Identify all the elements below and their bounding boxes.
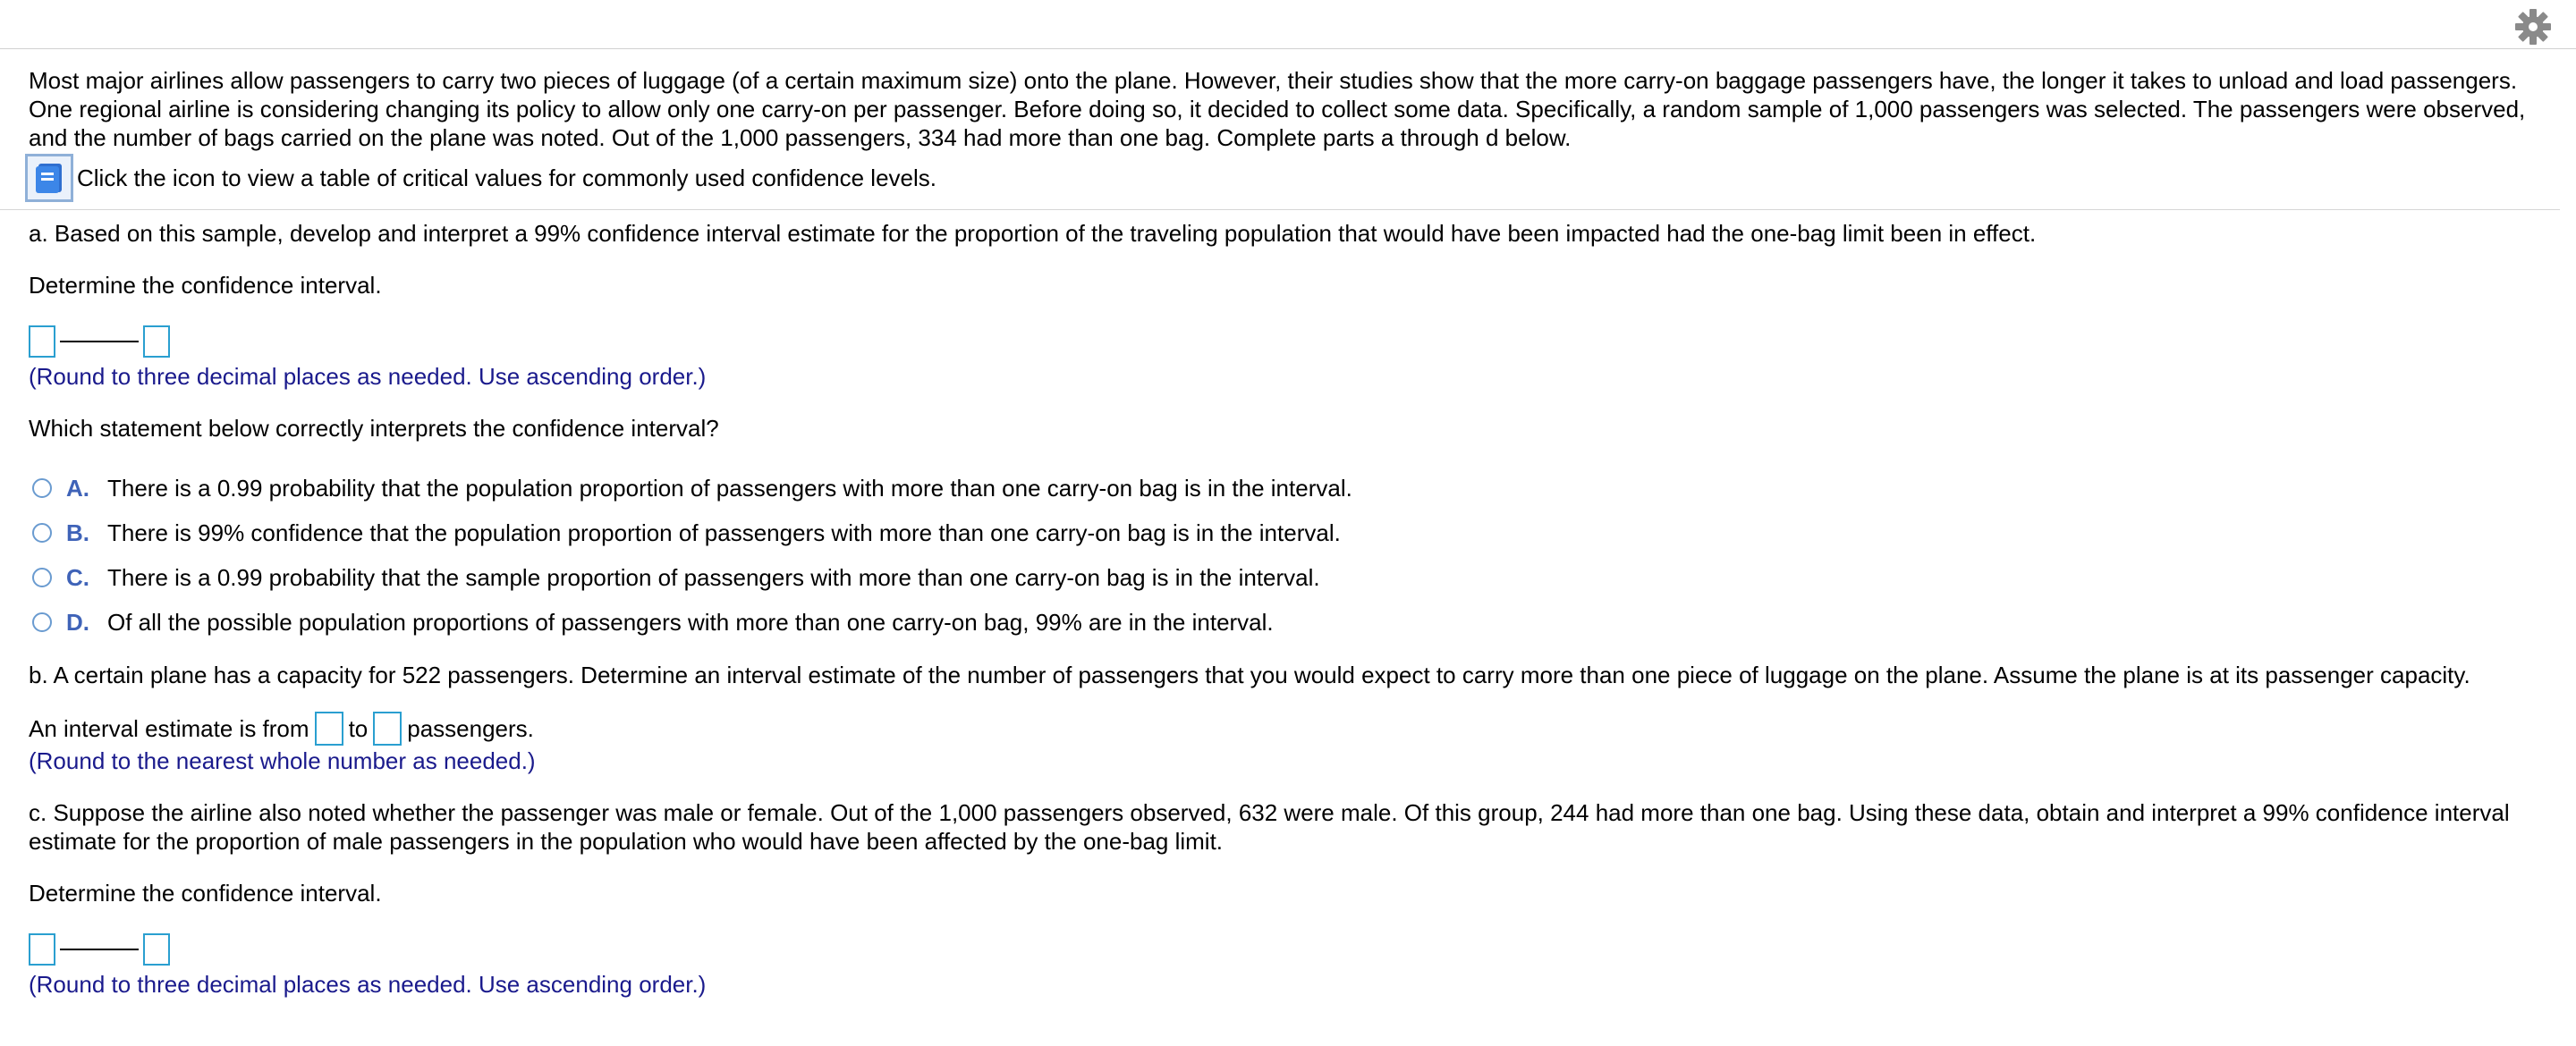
- section-divider: [0, 209, 2560, 210]
- intro: [29, 66, 2551, 202]
- part-c-question-line-1: c. Suppose the airline also noted whether the passenger was male or female. Out of the 1,000 passengers observed, 632 were male. Of this group, 244 had more than one bag. Using these data, obtain and interpret a 99% confidence interval: [29, 799, 2510, 826]
- part-c-lower-input[interactable]: [29, 933, 55, 966]
- radio-c[interactable]: [32, 568, 52, 587]
- option-c-text: There is a 0.99 probability that the sample proportion of passengers with more than one carry-on bag is in the interval.: [107, 564, 1320, 591]
- part-c-question-line-2: estimate for the proportion of male passengers in the population who would have been affected by the one-bag limit.: [29, 828, 1224, 855]
- part-a-lower-input[interactable]: [29, 325, 55, 358]
- intro-line-3: and the number of bags carried on the plane was noted. Out of the 1,000 passengers, 334 had more than one bag. Complete parts a through d below.: [29, 124, 1572, 151]
- part-b-upper-input[interactable]: [373, 712, 402, 746]
- radio-a[interactable]: [32, 478, 52, 498]
- option-b-text: There is 99% confidence that the population proportion of passengers with more than one carry-on bag is in the interval.: [107, 519, 1341, 546]
- part-b-lower-input[interactable]: [315, 712, 343, 746]
- part-a-determine: Determine the confidence interval.: [29, 272, 382, 299]
- part-a-upper-input[interactable]: [143, 325, 170, 358]
- option-a-text: There is a 0.99 probability that the population proportion of passengers with more than one carry-on bag is in the interval.: [107, 475, 1352, 502]
- part-b-to: to: [348, 715, 369, 742]
- option-d[interactable]: [29, 600, 2551, 645]
- interval-dash: [60, 341, 139, 342]
- intro-line-2: One regional airline is considering changing its policy to allow only one carry-on per passenger. Before doing so, it decided to collect some data. Specifically, a random sample of 1,000 passengers was selected. The passengers were observed,: [29, 96, 2526, 122]
- option-c-letter: C.: [66, 564, 89, 591]
- option-a-letter: A.: [66, 475, 89, 502]
- radio-d[interactable]: [32, 612, 52, 632]
- intro-line-1: Most major airlines allow passengers to carry two pieces of luggage (of a certain maximum size) onto the plane. However, their studies show that the more carry-on baggage passengers have, the longer it takes to unload and load passengers.: [29, 67, 2518, 94]
- part-b-suffix: passengers.: [407, 715, 534, 742]
- part-a-options: [29, 466, 2551, 645]
- interval-dash: [60, 949, 139, 950]
- part-c-upper-input[interactable]: [143, 933, 170, 966]
- part-a-interval-inputs: [29, 323, 2551, 360]
- option-a[interactable]: [29, 466, 2551, 510]
- part-c-interval-inputs: [29, 931, 2551, 968]
- question-content: [29, 66, 2551, 999]
- option-b[interactable]: [29, 510, 2551, 555]
- part-a-which: Which statement below correctly interprets the confidence interval?: [29, 415, 719, 442]
- table-link-row: [29, 154, 2551, 202]
- book-icon[interactable]: [25, 154, 73, 202]
- part-b-question: b. A certain plane has a capacity for 522 passengers. Determine an interval estimate of the number of passengers that you would expect to carry more than one piece of luggage on the plane. Assume the plane is at its passenger capacity.: [29, 662, 2470, 688]
- option-b-letter: B.: [66, 519, 89, 546]
- table-link-text: Click the icon to view a table of critical values for commonly used confidence levels.: [77, 164, 936, 191]
- option-c[interactable]: [29, 555, 2551, 600]
- part-b-estimate-row: [29, 711, 2551, 747]
- part-c-determine: Determine the confidence interval.: [29, 880, 382, 907]
- part-c-round-note: (Round to three decimal places as needed. Use ascending order.): [29, 971, 707, 998]
- option-d-letter: D.: [66, 609, 89, 636]
- gear-icon[interactable]: [2513, 7, 2553, 46]
- option-d-text: Of all the possible population proportions of passengers with more than one carry-on bag, 99% are in the interval.: [107, 609, 1274, 636]
- part-a-question: a. Based on this sample, develop and interpret a 99% confidence interval estimate for the proportion of the traveling population that would have been impacted had the one-bag limit been in effect.: [29, 220, 2037, 247]
- part-b-round-note: (Round to the nearest whole number as needed.): [29, 747, 536, 774]
- part-b-prefix: An interval estimate is from: [29, 715, 309, 742]
- top-divider: [0, 48, 2576, 49]
- radio-b[interactable]: [32, 523, 52, 543]
- part-a-round-note: (Round to three decimal places as needed. Use ascending order.): [29, 363, 707, 390]
